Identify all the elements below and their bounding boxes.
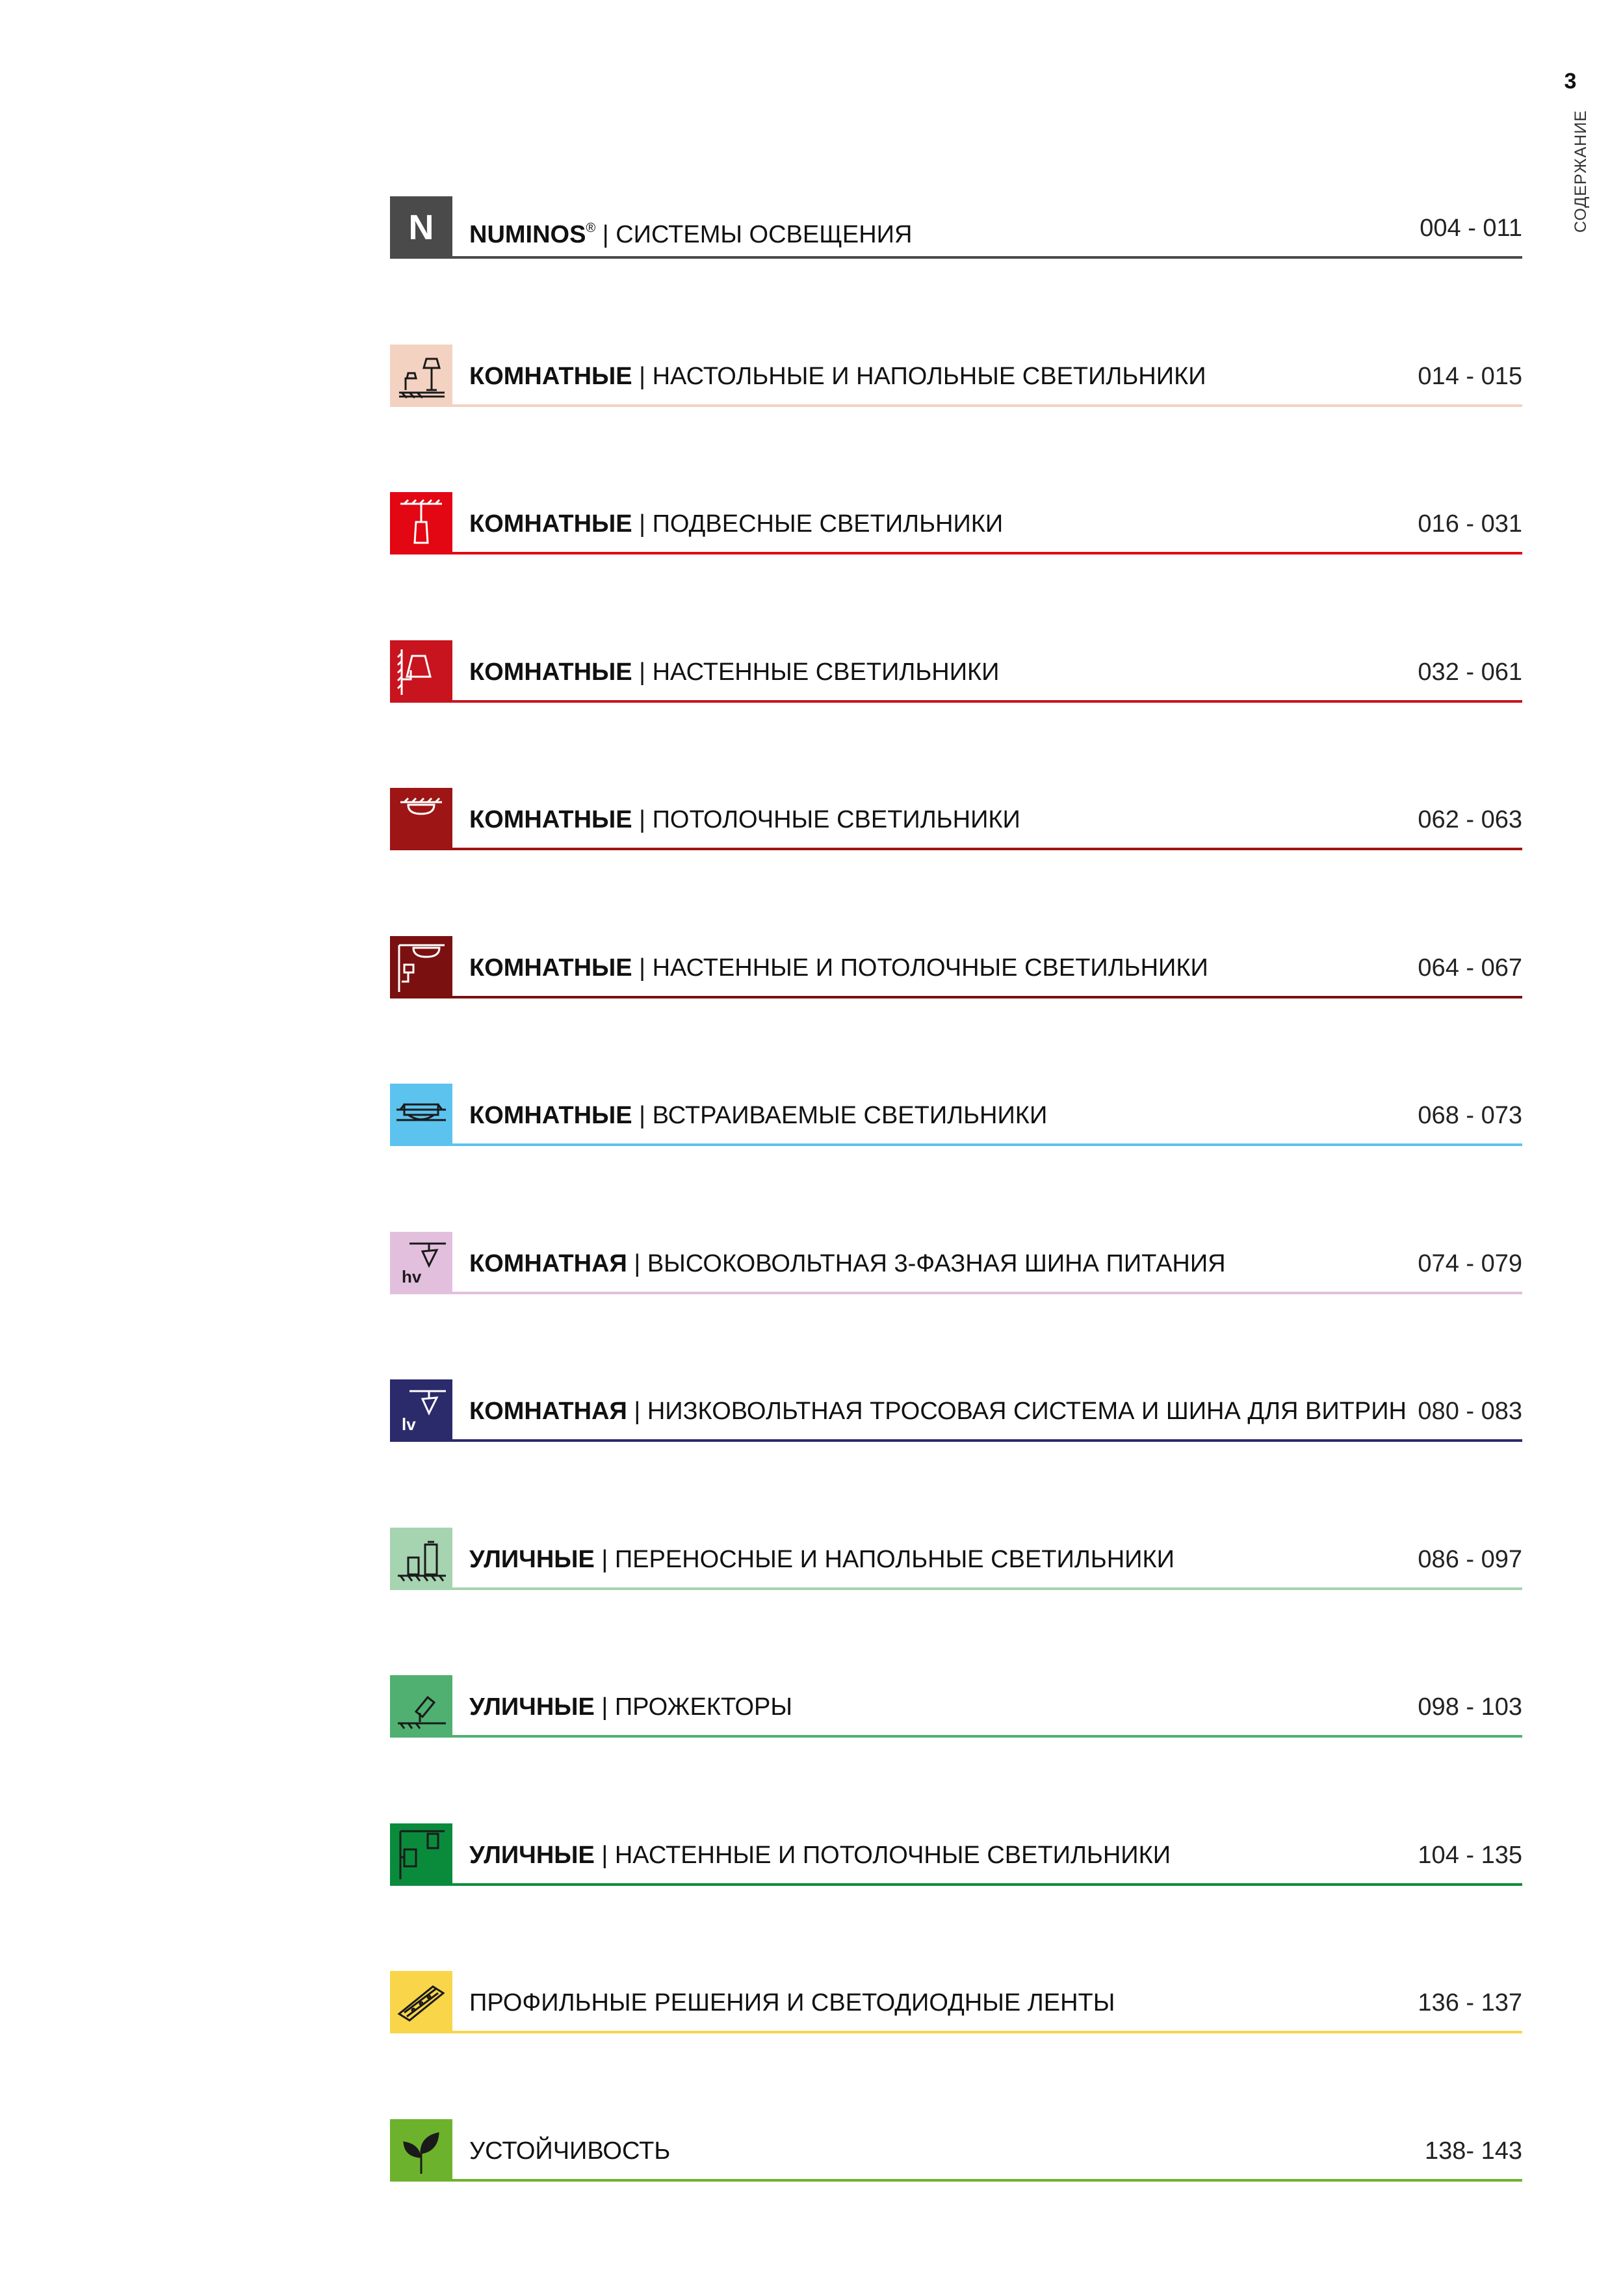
wall-lamp-icon xyxy=(390,640,452,703)
toc-entry[interactable] xyxy=(390,936,1522,1000)
toc-separator: | xyxy=(632,806,653,833)
toc-page-range: 104 - 135 xyxy=(1418,1842,1522,1869)
toc-separator: | xyxy=(632,659,653,686)
toc-underline xyxy=(452,1439,1522,1442)
toc-entry[interactable] xyxy=(390,1084,1522,1147)
toc-title xyxy=(469,805,1020,835)
toc-title xyxy=(469,953,1208,983)
toc-category: УЛИЧНЫЕ xyxy=(469,1842,595,1869)
toc-separator: | xyxy=(632,510,653,538)
toc-subtitle: ПОДВЕСНЫЕ СВЕТИЛЬНИКИ xyxy=(652,510,1004,538)
toc-category: NUMINOS xyxy=(469,221,586,248)
toc-page-range: 080 - 083 xyxy=(1418,1398,1522,1425)
ceiling-lamp-icon xyxy=(390,788,452,850)
toc-entry[interactable] xyxy=(390,2119,1522,2183)
toc-title xyxy=(469,1396,1407,1426)
svg-text:lv: lv xyxy=(402,1415,416,1434)
toc-subtitle: ПРОФИЛЬНЫЕ РЕШЕНИЯ И СВЕТОДИОДНЫЕ ЛЕНТЫ xyxy=(469,1989,1115,2016)
wall-ceiling-lamp-icon xyxy=(390,936,452,998)
recessed-lamp-icon xyxy=(390,1084,452,1146)
toc-page-range: 016 - 031 xyxy=(1418,510,1522,538)
toc-title xyxy=(469,1988,1115,2018)
toc-entry[interactable] xyxy=(390,345,1522,408)
toc-underline xyxy=(452,1587,1522,1590)
toc-title xyxy=(469,361,1206,391)
toc-separator: | xyxy=(594,1842,615,1869)
toc-separator: | xyxy=(627,1398,647,1425)
toc-subtitle: ВСТРАИВАЕМЫЕ СВЕТИЛЬНИКИ xyxy=(652,1102,1048,1129)
toc-entry[interactable] xyxy=(390,1528,1522,1591)
toc-underline xyxy=(452,1143,1522,1146)
toc-category: КОМНАТНЫЕ xyxy=(469,806,632,833)
toc-underline xyxy=(452,1292,1522,1294)
toc-title xyxy=(469,1692,792,1722)
hv-track-icon xyxy=(390,1232,452,1294)
toc-category: УЛИЧНЫЕ xyxy=(469,1546,595,1573)
toc-underline xyxy=(452,404,1522,407)
toc-category: КОМНАТНЫЕ xyxy=(469,659,632,686)
outdoor-wall-ceiling-lamp-icon xyxy=(390,1823,452,1886)
toc-underline xyxy=(452,256,1522,259)
toc-separator: | xyxy=(632,954,653,982)
toc-page-range: 098 - 103 xyxy=(1418,1693,1522,1721)
toc-page-range: 062 - 063 xyxy=(1418,806,1522,833)
toc-subtitle: СИСТЕМЫ ОСВЕЩЕНИЯ xyxy=(616,221,913,248)
svg-text:N: N xyxy=(408,208,434,247)
toc-page-range: 064 - 067 xyxy=(1418,954,1522,982)
toc-separator: | xyxy=(594,1546,615,1573)
led-strip-icon xyxy=(390,1971,452,2033)
toc-page-range: 068 - 073 xyxy=(1418,1102,1522,1129)
toc-subtitle: ПЕРЕНОСНЫЕ И НАПОЛЬНЫЕ СВЕТИЛЬНИКИ xyxy=(614,1546,1175,1573)
toc-underline xyxy=(452,552,1522,554)
numinos-n-icon xyxy=(390,196,452,259)
toc-underline xyxy=(452,848,1522,850)
toc-underline xyxy=(452,1735,1522,1738)
toc-underline xyxy=(452,700,1522,703)
toc-entry[interactable] xyxy=(390,492,1522,556)
toc-subtitle: ПОТОЛОЧНЫЕ СВЕТИЛЬНИКИ xyxy=(652,806,1020,833)
toc-category: КОМНАТНАЯ xyxy=(469,1398,627,1425)
toc-page-range: 138- 143 xyxy=(1424,2137,1522,2165)
toc-title xyxy=(469,1249,1226,1279)
toc-underline xyxy=(452,2179,1522,2182)
toc-subtitle: ВЫСОКОВОЛЬТНАЯ 3-ФАЗНАЯ ШИНА ПИТАНИЯ xyxy=(647,1250,1226,1277)
toc-title xyxy=(469,657,999,687)
toc-entry[interactable] xyxy=(390,1675,1522,1739)
toc-category: УЛИЧНЫЕ xyxy=(469,1693,595,1721)
toc-title xyxy=(469,1545,1175,1574)
toc-entry[interactable] xyxy=(390,1232,1522,1296)
toc-subtitle: НАСТЕННЫЕ И ПОТОЛОЧНЫЕ СВЕТИЛЬНИКИ xyxy=(652,954,1208,982)
toc-category: КОМНАТНЫЕ xyxy=(469,1102,632,1129)
toc-entry[interactable] xyxy=(390,196,1522,260)
toc-subtitle: ПРОЖЕКТОРЫ xyxy=(614,1693,793,1721)
pendant-lamp-icon xyxy=(390,492,452,554)
toc-page-range: 074 - 079 xyxy=(1418,1250,1522,1277)
toc-title xyxy=(469,1101,1047,1130)
toc-category: КОМНАТНЫЕ xyxy=(469,510,632,538)
toc-entry[interactable] xyxy=(390,640,1522,704)
page-number: 3 xyxy=(1564,69,1577,94)
section-label: СОДЕРЖАНИЕ xyxy=(1572,110,1590,233)
toc-separator: | xyxy=(627,1250,647,1277)
toc-subtitle: НАСТЕННЫЕ СВЕТИЛЬНИКИ xyxy=(652,659,1000,686)
toc-separator: | xyxy=(594,1693,615,1721)
toc-category: КОМНАТНАЯ xyxy=(469,1250,627,1277)
toc-category: КОМНАТНЫЕ xyxy=(469,363,632,390)
svg-text:hv: hv xyxy=(402,1267,422,1286)
toc-title xyxy=(469,213,912,250)
toc-page-range: 014 - 015 xyxy=(1418,363,1522,390)
toc-subtitle: УСТОЙЧИВОСТЬ xyxy=(469,2137,671,2165)
toc-separator: | xyxy=(632,1102,653,1129)
toc-entry[interactable] xyxy=(390,1971,1522,2035)
toc-underline xyxy=(452,2031,1522,2033)
toc-separator: | xyxy=(632,363,653,390)
toc-entry[interactable] xyxy=(390,788,1522,852)
registered-mark: ® xyxy=(586,221,596,235)
table-floor-lamp-icon xyxy=(390,345,452,407)
toc-category: КОМНАТНЫЕ xyxy=(469,954,632,982)
toc-underline xyxy=(452,996,1522,998)
spotlight-icon xyxy=(390,1675,452,1738)
sprout-leaf-icon xyxy=(390,2119,452,2182)
toc-title xyxy=(469,1840,1171,1870)
lv-track-icon xyxy=(390,1379,452,1442)
toc-entry[interactable] xyxy=(390,1823,1522,1887)
toc-subtitle: НАСТОЛЬНЫЕ И НАПОЛЬНЫЕ СВЕТИЛЬНИКИ xyxy=(652,363,1206,390)
toc-page-range: 032 - 061 xyxy=(1418,659,1522,686)
toc-page-range: 004 - 011 xyxy=(1420,215,1522,242)
toc-title xyxy=(469,509,1003,539)
toc-subtitle: НИЗКОВОЛЬТНАЯ ТРОСОВАЯ СИСТЕМА И ШИНА ДЛЯ ВИТРИН xyxy=(647,1398,1407,1425)
toc-page-range: 136 - 137 xyxy=(1418,1989,1522,2016)
toc-entry[interactable] xyxy=(390,1379,1522,1443)
toc-underline xyxy=(452,1883,1522,1886)
toc-title xyxy=(469,2136,670,2166)
outdoor-portable-lamp-icon xyxy=(390,1528,452,1590)
toc-page-range: 086 - 097 xyxy=(1418,1546,1522,1573)
toc-subtitle: НАСТЕННЫЕ И ПОТОЛОЧНЫЕ СВЕТИЛЬНИКИ xyxy=(614,1842,1171,1869)
toc-separator: | xyxy=(595,221,616,248)
